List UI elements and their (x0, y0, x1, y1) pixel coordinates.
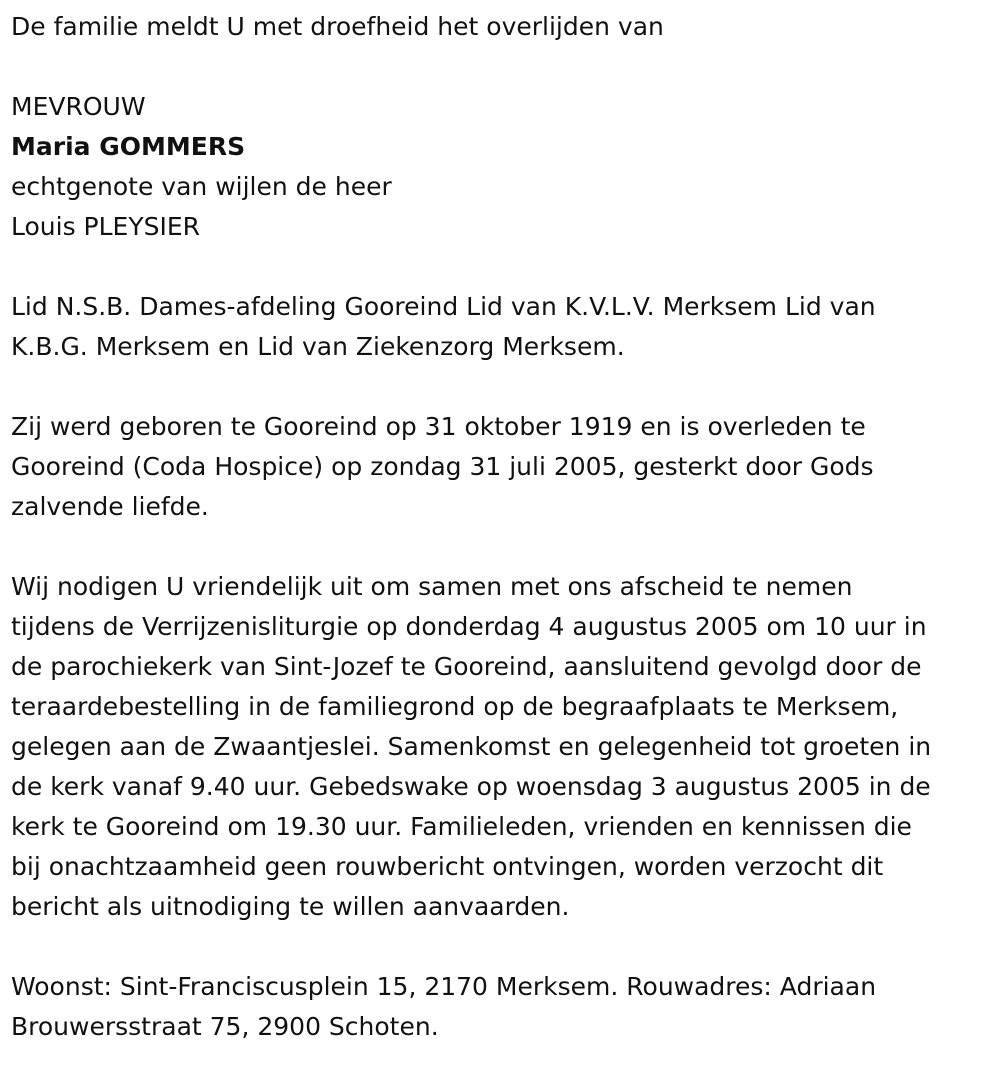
life-line: zalvende liefde. (11, 492, 209, 521)
memberships-line: K.B.G. Merksem en Lid van Ziekenzorg Merksem. (11, 332, 625, 361)
spacer (11, 47, 1000, 87)
service-line: tijdens de Verrijzenisliturgie op donderdag 4 augustus 2005 om 10 uur in (11, 612, 927, 641)
spacer (11, 927, 1000, 967)
service-line: teraardebestelling in de familiegrond op de begraafplaats te Merksem, (11, 692, 899, 721)
address-paragraph (11, 967, 1000, 1047)
service-line: bij onachtzaamheid geen rouwbericht ontvingen, worden verzocht dit (11, 852, 884, 881)
service-paragraph (11, 567, 1000, 927)
service-line: gelegen aan de Zwaantjeslei. Samenkomst en gelegenheid tot groeten in (11, 732, 932, 761)
spouse-name: Louis PLEYSIER (11, 212, 201, 241)
relation-text: echtgenote van wijlen de heer (11, 172, 392, 201)
service-line: bericht als uitnodiging te willen aanvaarden. (11, 892, 570, 921)
service-line: de kerk vanaf 9.40 uur. Gebedswake op woensdag 3 augustus 2005 in de (11, 772, 931, 801)
memberships-line: Lid N.S.B. Dames-afdeling Gooreind Lid van K.V.L.V. Merksem Lid van (11, 292, 876, 321)
spacer (11, 367, 1000, 407)
service-line: Wij nodigen U vriendelijk uit om samen met ons afscheid te nemen (11, 572, 853, 601)
deceased-name: Maria GOMMERS (11, 132, 246, 161)
spacer (11, 247, 1000, 287)
life-line: Gooreind (Coda Hospice) op zondag 31 juli 2005, gesterkt door Gods (11, 452, 874, 481)
intro-text: De familie meldt U met droefheid het overlijden van (11, 12, 664, 41)
life-line: Zij werd geboren te Gooreind op 31 oktober 1919 en is overleden te (11, 412, 866, 441)
life-paragraph (11, 407, 1000, 527)
service-line: kerk te Gooreind om 19.30 uur. Familieleden, vrienden en kennissen die (11, 812, 912, 841)
address-line: Brouwersstraat 75, 2900 Schoten. (11, 1012, 439, 1041)
service-line: de parochiekerk van Sint-Jozef te Gooreind, aansluitend gevolgd door de (11, 652, 922, 681)
address-line: Woonst: Sint-Franciscusplein 15, 2170 Merksem. Rouwadres: Adriaan (11, 972, 877, 1001)
salutation: MEVROUW (11, 92, 146, 121)
spacer (11, 527, 1000, 567)
memberships-paragraph (11, 287, 1000, 367)
